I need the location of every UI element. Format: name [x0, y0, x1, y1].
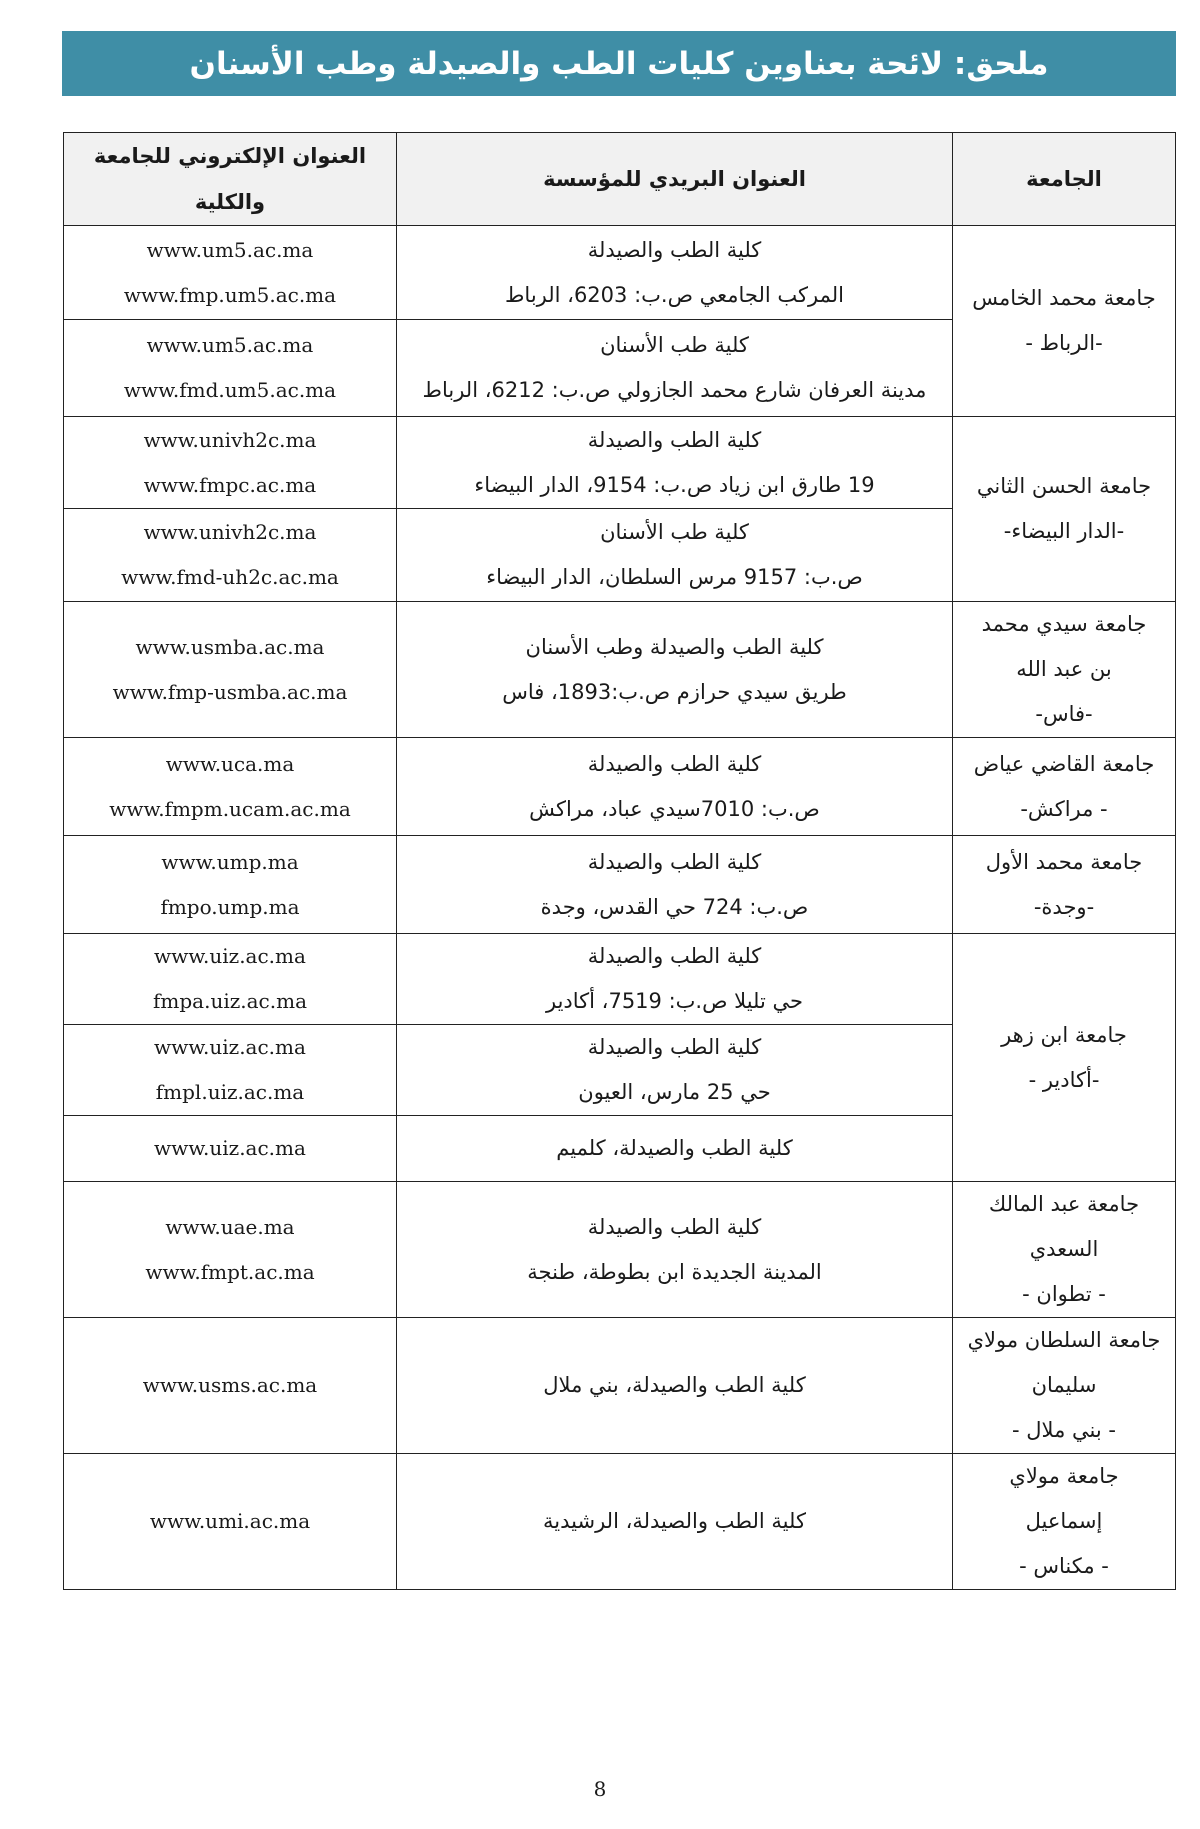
postal-address-line: كلية الطب والصيدلة: [587, 237, 762, 262]
postal-address-cell: [397, 1454, 953, 1590]
postal-address-line: كلية الطب والصيدلة: [587, 751, 762, 776]
university-name-line: - بني ملال -: [1012, 1418, 1116, 1442]
postal-address-line: كلية الطب والصيدلة: [587, 427, 762, 452]
postal-address-line: ص.ب: 9157 مرس السلطان، الدار البيضاء: [486, 565, 863, 589]
university-name-line: -وجدة-: [1033, 894, 1095, 919]
postal-address-cell: [397, 509, 953, 602]
web-address-line: fmpa.uiz.ac.ma: [153, 989, 307, 1013]
web-address-cell: [64, 1318, 397, 1454]
table-row: [64, 226, 1176, 320]
web-address-line: www.uiz.ac.ma: [154, 1035, 306, 1059]
table-row: [64, 417, 1176, 509]
university-cell: [953, 934, 1176, 1182]
web-address-cell: [64, 934, 397, 1025]
university-name-line: - تطوان -: [1022, 1282, 1106, 1306]
web-address-cell: [64, 1182, 397, 1318]
web-address-cell: [64, 602, 397, 738]
postal-address-line: حي تليلا ص.ب: 7519، أكادير: [545, 989, 803, 1013]
web-address-cell: [64, 738, 397, 836]
table-header-row: [64, 133, 1176, 226]
postal-address-line: كلية الطب والصيدلة: [587, 1035, 762, 1059]
university-name-line: بن عبد الله: [1016, 657, 1112, 681]
postal-address-cell: [397, 836, 953, 934]
web-address-line: www.uiz.ac.ma: [154, 944, 306, 968]
web-address-line: www.fmpt.ac.ma: [145, 1259, 315, 1284]
table-row: [64, 738, 1176, 836]
postal-address-line: كلية الطب والصيدلة، الرشيدية: [543, 1509, 806, 1533]
table-row: [64, 602, 1176, 738]
web-address-line: www.fmd-uh2c.ac.ma: [121, 565, 339, 589]
university-name-line: جامعة القاضي عياض: [973, 751, 1155, 776]
university-name-line: سليمان: [1031, 1373, 1097, 1397]
header-web-line: العنوان الإلكتروني: [178, 144, 367, 168]
web-address-cell: [64, 1454, 397, 1590]
web-address-line: www.fmpm.ucam.ac.ma: [109, 796, 351, 821]
page-title: ملحق: لائحة بعناوين كليات الطب والصيدلة وطب الأسنان: [62, 31, 1176, 96]
web-address-line: www.uiz.ac.ma: [154, 1136, 306, 1160]
web-address-line: www.fmpc.ac.ma: [143, 472, 317, 497]
postal-address-line: طريق سيدي حرازم ص.ب:1893، فاس: [502, 679, 847, 704]
university-cell: [953, 1182, 1176, 1318]
postal-address-cell: [397, 1116, 953, 1182]
postal-address-cell: [397, 738, 953, 836]
header-web-address: [64, 133, 397, 226]
postal-address-line: كلية الطب والصيدلة: [587, 1214, 762, 1239]
page-number: 8: [593, 1777, 607, 1801]
table-row: [64, 1182, 1176, 1318]
postal-address-line: كلية الطب والصيدلة: [587, 944, 762, 968]
university-cell: [953, 1454, 1176, 1590]
university-name-line: -أكادير -: [1028, 1067, 1100, 1092]
postal-address-cell: [397, 417, 953, 509]
postal-address-line: كلية الطب والصيدلة، كلميم: [556, 1136, 793, 1160]
university-name-line: - مكناس -: [1019, 1554, 1109, 1578]
web-address-line: www.fmd.um5.ac.ma: [123, 378, 337, 402]
postal-address-line: ص.ب: 7010سيدي عباد، مراكش: [529, 796, 820, 821]
postal-address-line: ص.ب: 724 حي القدس، وجدة: [540, 894, 809, 919]
university-name-line: جامعة ابن زهر: [1001, 1022, 1127, 1047]
university-name-line: جامعة مولاي: [1009, 1464, 1119, 1488]
postal-address-cell: [397, 1182, 953, 1318]
university-name-line: -الدار البيضاء-: [1003, 519, 1125, 543]
university-cell: [953, 1318, 1176, 1454]
web-address-line: www.umi.ac.ma: [149, 1509, 311, 1533]
web-address-line: www.fmp.um5.ac.ma: [123, 282, 337, 307]
web-address-cell: [64, 1025, 397, 1116]
postal-address-line: مدينة العرفان شارع محمد الجازولي ص.ب: 6212، الرباط: [422, 378, 927, 402]
web-address-line: www.fmp-usmba.ac.ma: [112, 679, 348, 704]
university-cell: [953, 226, 1176, 417]
web-address-cell: [64, 509, 397, 602]
postal-address-line: حي 25 مارس، العيون: [578, 1080, 771, 1104]
table-row: [64, 836, 1176, 934]
postal-address-cell: [397, 320, 953, 417]
postal-address-line: كلية طب الأسنان: [600, 520, 749, 544]
postal-address-cell: [397, 1025, 953, 1116]
web-address-cell: [64, 417, 397, 509]
web-address-line: fmpo.ump.ma: [160, 894, 300, 919]
table-row: [64, 1454, 1176, 1590]
web-address-line: www.usms.ac.ma: [142, 1373, 318, 1397]
web-address-line: www.uca.ma: [165, 751, 295, 776]
web-address-line: www.uae.ma: [165, 1214, 295, 1239]
web-address-line: www.um5.ac.ma: [146, 237, 314, 262]
university-name-line: -فاس-: [1035, 702, 1093, 726]
university-name-line: إسماعيل: [1025, 1509, 1103, 1533]
web-address-line: www.um5.ac.ma: [146, 333, 314, 357]
web-address-cell: [64, 226, 397, 320]
university-cell: [953, 836, 1176, 934]
postal-address-line: كلية الطب والصيدلة: [587, 849, 762, 874]
postal-address-cell: [397, 602, 953, 738]
postal-address-line: كلية طب الأسنان: [600, 333, 749, 357]
postal-address-line: كلية الطب والصيدلة، بني ملال: [543, 1373, 806, 1397]
university-name-line: جامعة السلطان مولاي: [967, 1328, 1161, 1352]
postal-address-cell: [397, 934, 953, 1025]
postal-address-cell: [397, 1318, 953, 1454]
header-postal-address: العنوان البريدي للمؤسسة: [397, 133, 953, 226]
web-address-line: www.univh2c.ma: [143, 520, 317, 544]
web-address-cell: [64, 1116, 397, 1182]
postal-address-line: كلية الطب والصيدلة وطب الأسنان: [525, 634, 824, 659]
web-address-line: www.univh2c.ma: [143, 427, 317, 452]
university-cell: [953, 602, 1176, 738]
web-address-line: www.ump.ma: [161, 849, 299, 874]
university-name-line: جامعة سيدي محمد: [981, 612, 1147, 636]
university-name-line: جامعة عبد المالك: [988, 1192, 1140, 1216]
university-name-line: -الرباط -: [1025, 331, 1103, 355]
table-row: [64, 934, 1176, 1025]
web-address-cell: [64, 836, 397, 934]
postal-address-line: المركب الجامعي ص.ب: 6203، الرباط: [505, 282, 844, 307]
header-university: الجامعة: [953, 133, 1176, 226]
table-row: [64, 1318, 1176, 1454]
faculties-table: [63, 132, 1176, 1590]
university-name-line: جامعة محمد الخامس: [972, 286, 1156, 310]
postal-address-line: المدينة الجديدة ابن بطوطة، طنجة: [527, 1259, 822, 1284]
web-address-cell: [64, 320, 397, 417]
university-name-line: - مراكش-: [1020, 796, 1108, 821]
university-cell: [953, 417, 1176, 602]
postal-address-cell: [397, 226, 953, 320]
university-name-line: جامعة الحسن الثاني: [976, 474, 1152, 498]
university-name-line: السعدي: [1029, 1237, 1099, 1261]
university-name-line: جامعة محمد الأول: [985, 849, 1143, 874]
university-cell: [953, 738, 1176, 836]
postal-address-line: 19 طارق ابن زياد ص.ب: 9154، الدار البيضاء: [474, 472, 875, 497]
web-address-line: www.usmba.ac.ma: [135, 634, 325, 659]
web-address-line: fmpl.uiz.ac.ma: [155, 1080, 305, 1104]
header-web-line: للجامعة والكلية: [93, 144, 266, 214]
